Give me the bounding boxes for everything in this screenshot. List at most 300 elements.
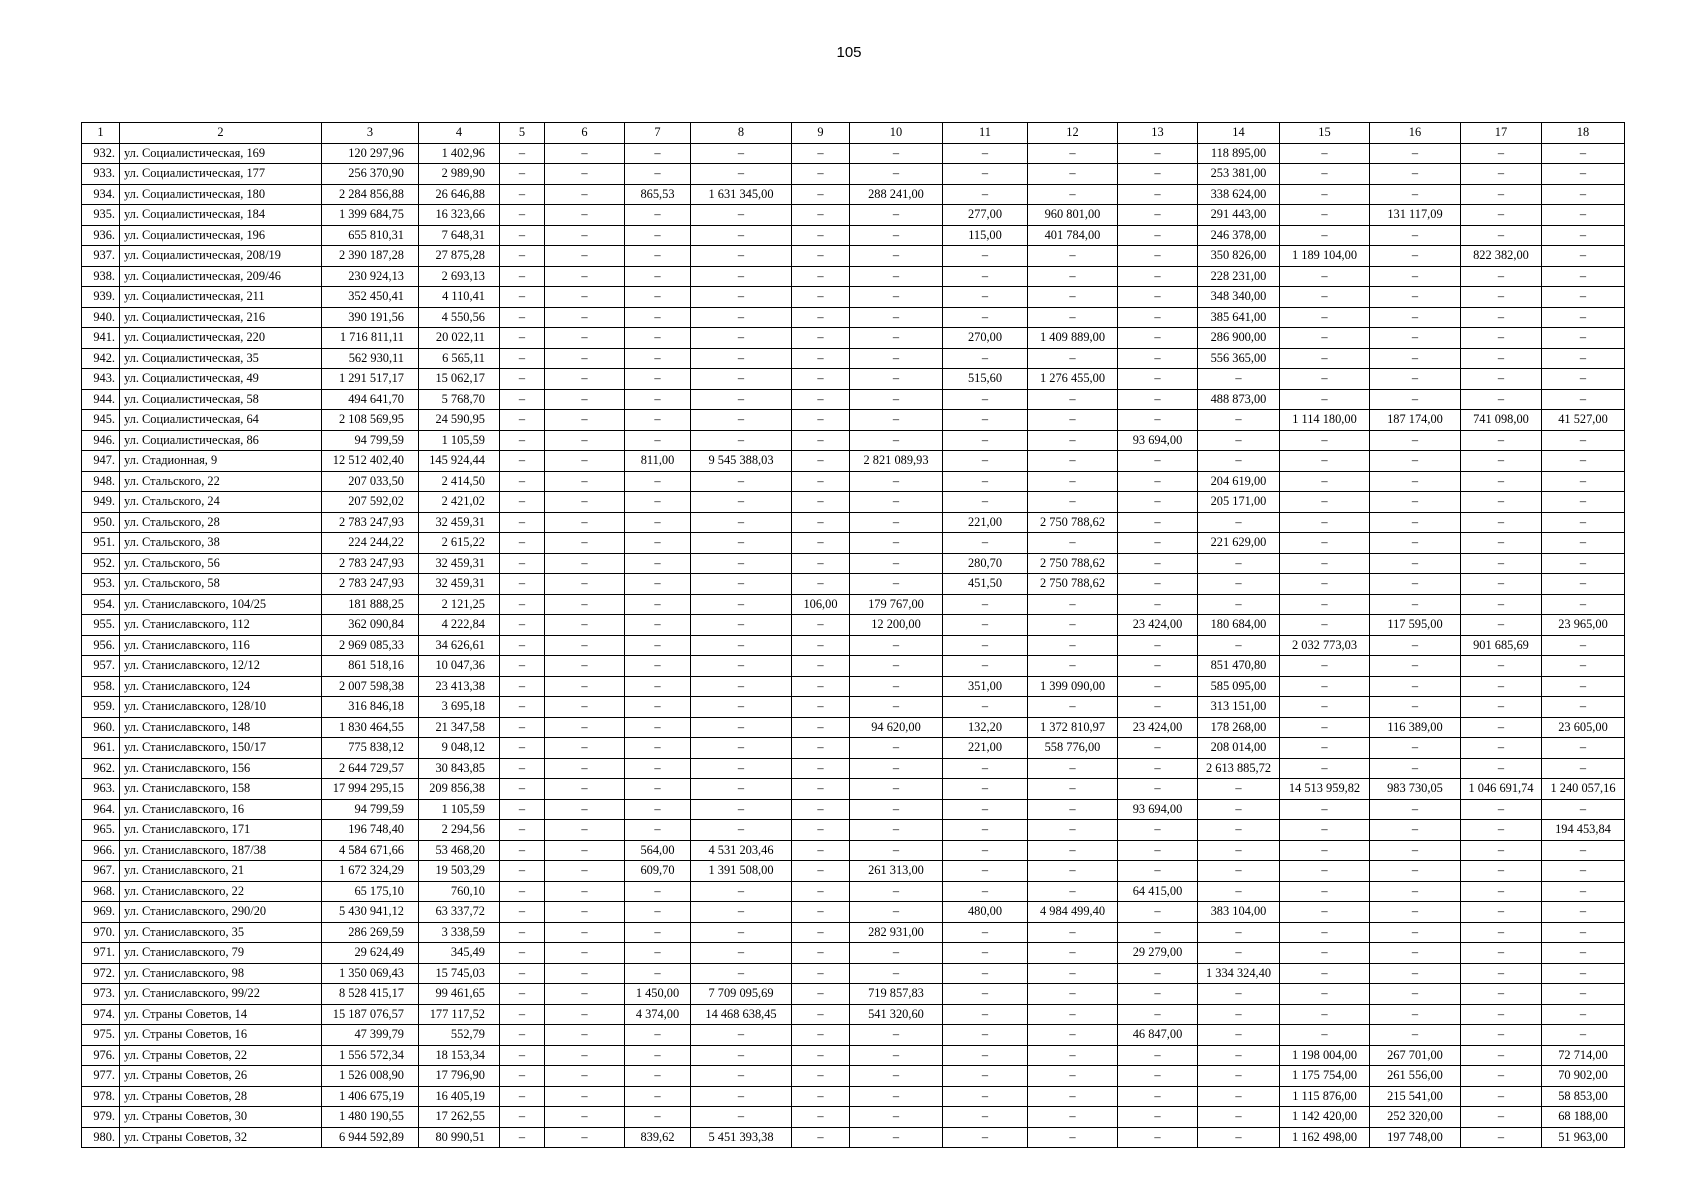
- value-cell: –: [792, 533, 850, 554]
- value-cell: –: [545, 984, 625, 1005]
- value-cell: 983 730,05: [1370, 779, 1461, 800]
- value-cell: –: [1370, 799, 1461, 820]
- value-cell: 552,79: [419, 1025, 500, 1046]
- value-cell: –: [500, 348, 545, 369]
- value-cell: 1 334 324,40: [1198, 963, 1280, 984]
- value-cell: –: [792, 717, 850, 738]
- value-cell: 252 320,00: [1370, 1107, 1461, 1128]
- value-cell: –: [545, 451, 625, 472]
- value-cell: –: [545, 840, 625, 861]
- value-cell: –: [943, 1107, 1028, 1128]
- value-cell: 34 626,61: [419, 635, 500, 656]
- value-cell: 480,00: [943, 902, 1028, 923]
- value-cell: –: [500, 1086, 545, 1107]
- value-cell: –: [1542, 881, 1625, 902]
- value-cell: –: [850, 348, 943, 369]
- value-cell: –: [850, 574, 943, 595]
- value-cell: –: [691, 1025, 792, 1046]
- value-cell: –: [943, 1086, 1028, 1107]
- value-cell: –: [691, 799, 792, 820]
- value-cell: 352 450,41: [322, 287, 419, 308]
- value-cell: 178 268,00: [1198, 717, 1280, 738]
- value-cell: 1 105,59: [419, 799, 500, 820]
- value-cell: –: [1542, 984, 1625, 1005]
- value-cell: –: [792, 205, 850, 226]
- value-cell: 2 294,56: [419, 820, 500, 841]
- value-cell: –: [792, 307, 850, 328]
- value-cell: –: [1542, 840, 1625, 861]
- value-cell: –: [1461, 574, 1542, 595]
- value-cell: –: [500, 902, 545, 923]
- value-cell: –: [792, 1086, 850, 1107]
- value-cell: –: [691, 922, 792, 943]
- value-cell: –: [1118, 410, 1198, 431]
- address-cell: ул. Страны Советов, 14: [120, 1004, 322, 1025]
- value-cell: 1 114 180,00: [1280, 410, 1370, 431]
- value-cell: 1 198 004,00: [1280, 1045, 1370, 1066]
- value-cell: –: [1461, 1004, 1542, 1025]
- row-number-cell: 980.: [82, 1127, 120, 1148]
- row-number-cell: 967.: [82, 861, 120, 882]
- value-cell: 94 620,00: [850, 717, 943, 738]
- value-cell: 47 399,79: [322, 1025, 419, 1046]
- value-cell: –: [1542, 492, 1625, 513]
- value-cell: –: [625, 574, 691, 595]
- table-row: [82, 881, 1625, 902]
- value-cell: –: [1280, 615, 1370, 636]
- value-cell: –: [545, 1025, 625, 1046]
- value-cell: –: [691, 553, 792, 574]
- value-cell: –: [500, 820, 545, 841]
- value-cell: –: [500, 492, 545, 513]
- value-cell: 277,00: [943, 205, 1028, 226]
- address-cell: ул. Станиславского, 116: [120, 635, 322, 656]
- address-cell: ул. Страны Советов, 16: [120, 1025, 322, 1046]
- table-row: [82, 287, 1625, 308]
- row-number-cell: 970.: [82, 922, 120, 943]
- value-cell: –: [625, 656, 691, 677]
- address-cell: ул. Страны Советов, 22: [120, 1045, 322, 1066]
- value-cell: –: [792, 328, 850, 349]
- value-cell: –: [1028, 861, 1118, 882]
- value-cell: –: [545, 533, 625, 554]
- value-cell: –: [850, 1066, 943, 1087]
- table-row: [82, 984, 1625, 1005]
- value-cell: 99 461,65: [419, 984, 500, 1005]
- value-cell: 362 090,84: [322, 615, 419, 636]
- value-cell: –: [500, 1066, 545, 1087]
- value-cell: –: [691, 328, 792, 349]
- value-cell: –: [1542, 697, 1625, 718]
- value-cell: 2 693,13: [419, 266, 500, 287]
- value-cell: 348 340,00: [1198, 287, 1280, 308]
- value-cell: –: [545, 164, 625, 185]
- value-cell: –: [625, 922, 691, 943]
- value-cell: 194 453,84: [1542, 820, 1625, 841]
- value-cell: 901 685,69: [1461, 635, 1542, 656]
- value-cell: –: [1370, 840, 1461, 861]
- value-cell: –: [850, 1086, 943, 1107]
- value-cell: 23 965,00: [1542, 615, 1625, 636]
- value-cell: –: [850, 697, 943, 718]
- value-cell: –: [1461, 1107, 1542, 1128]
- value-cell: –: [500, 615, 545, 636]
- value-cell: –: [1280, 471, 1370, 492]
- value-cell: –: [792, 246, 850, 267]
- value-cell: 253 381,00: [1198, 164, 1280, 185]
- value-cell: –: [1370, 389, 1461, 410]
- row-number-cell: 958.: [82, 676, 120, 697]
- table-row: [82, 1004, 1625, 1025]
- value-cell: –: [545, 1086, 625, 1107]
- value-cell: 2 644 729,57: [322, 758, 419, 779]
- value-cell: –: [943, 348, 1028, 369]
- value-cell: 2 007 598,38: [322, 676, 419, 697]
- row-number-cell: 948.: [82, 471, 120, 492]
- value-cell: –: [1118, 697, 1198, 718]
- value-cell: –: [1028, 799, 1118, 820]
- value-cell: –: [943, 1127, 1028, 1148]
- value-cell: –: [1461, 307, 1542, 328]
- value-cell: 68 188,00: [1542, 1107, 1625, 1128]
- value-cell: –: [850, 369, 943, 390]
- value-cell: –: [1280, 553, 1370, 574]
- value-cell: –: [500, 943, 545, 964]
- value-cell: 4 222,84: [419, 615, 500, 636]
- value-cell: –: [1118, 963, 1198, 984]
- value-cell: –: [1370, 184, 1461, 205]
- value-cell: –: [545, 615, 625, 636]
- table-row: [82, 922, 1625, 943]
- value-cell: –: [792, 1025, 850, 1046]
- value-cell: –: [850, 779, 943, 800]
- value-cell: –: [850, 143, 943, 164]
- value-cell: 120 297,96: [322, 143, 419, 164]
- value-cell: –: [691, 1045, 792, 1066]
- column-number-2: 2: [120, 123, 322, 144]
- value-cell: –: [1542, 287, 1625, 308]
- value-cell: –: [625, 881, 691, 902]
- value-cell: –: [545, 1045, 625, 1066]
- value-cell: –: [1370, 861, 1461, 882]
- value-cell: –: [625, 533, 691, 554]
- value-cell: –: [691, 1086, 792, 1107]
- value-cell: –: [792, 697, 850, 718]
- value-cell: –: [1370, 307, 1461, 328]
- value-cell: –: [500, 635, 545, 656]
- row-number-cell: 933.: [82, 164, 120, 185]
- value-cell: 24 590,95: [419, 410, 500, 431]
- value-cell: –: [1198, 861, 1280, 882]
- value-cell: –: [1028, 963, 1118, 984]
- value-cell: 5 768,70: [419, 389, 500, 410]
- value-cell: 46 847,00: [1118, 1025, 1198, 1046]
- value-cell: –: [625, 943, 691, 964]
- address-cell: ул. Стальского, 28: [120, 512, 322, 533]
- value-cell: –: [1370, 471, 1461, 492]
- value-cell: –: [1028, 287, 1118, 308]
- value-cell: –: [943, 697, 1028, 718]
- row-number-cell: 977.: [82, 1066, 120, 1087]
- value-cell: –: [545, 1107, 625, 1128]
- value-cell: 280,70: [943, 553, 1028, 574]
- value-cell: –: [691, 512, 792, 533]
- value-cell: –: [500, 984, 545, 1005]
- value-cell: 760,10: [419, 881, 500, 902]
- value-cell: –: [691, 287, 792, 308]
- column-number-4: 4: [419, 123, 500, 144]
- value-cell: –: [1280, 902, 1370, 923]
- table-row: [82, 410, 1625, 431]
- value-cell: –: [1280, 328, 1370, 349]
- value-cell: 16 405,19: [419, 1086, 500, 1107]
- value-cell: 23 413,38: [419, 676, 500, 697]
- value-cell: –: [1280, 881, 1370, 902]
- value-cell: 286 269,59: [322, 922, 419, 943]
- value-cell: 345,49: [419, 943, 500, 964]
- value-cell: –: [500, 1045, 545, 1066]
- address-cell: ул. Стальского, 24: [120, 492, 322, 513]
- value-cell: –: [792, 1107, 850, 1128]
- value-cell: 564,00: [625, 840, 691, 861]
- address-cell: ул. Станиславского, 171: [120, 820, 322, 841]
- row-number-cell: 940.: [82, 307, 120, 328]
- value-cell: –: [1280, 533, 1370, 554]
- value-cell: –: [1198, 1004, 1280, 1025]
- value-cell: –: [1370, 266, 1461, 287]
- value-cell: –: [850, 266, 943, 287]
- value-cell: 2 108 569,95: [322, 410, 419, 431]
- value-cell: –: [792, 984, 850, 1005]
- row-number-cell: 944.: [82, 389, 120, 410]
- value-cell: –: [792, 840, 850, 861]
- value-cell: –: [500, 1025, 545, 1046]
- row-number-cell: 939.: [82, 287, 120, 308]
- value-cell: –: [500, 1127, 545, 1148]
- value-cell: –: [1118, 1004, 1198, 1025]
- value-cell: –: [691, 943, 792, 964]
- value-cell: –: [625, 389, 691, 410]
- value-cell: –: [691, 881, 792, 902]
- value-cell: –: [943, 266, 1028, 287]
- value-cell: –: [850, 389, 943, 410]
- value-cell: –: [1118, 779, 1198, 800]
- value-cell: –: [500, 184, 545, 205]
- value-cell: –: [943, 492, 1028, 513]
- value-cell: –: [1028, 943, 1118, 964]
- value-cell: –: [1280, 287, 1370, 308]
- value-cell: –: [1198, 943, 1280, 964]
- value-cell: –: [691, 738, 792, 759]
- value-cell: –: [943, 1025, 1028, 1046]
- table-row: [82, 266, 1625, 287]
- value-cell: 2 121,25: [419, 594, 500, 615]
- value-cell: 1 291 517,17: [322, 369, 419, 390]
- value-cell: 9 545 388,03: [691, 451, 792, 472]
- value-cell: 2 615,22: [419, 533, 500, 554]
- value-cell: –: [500, 287, 545, 308]
- value-cell: 23 424,00: [1118, 615, 1198, 636]
- table-row: [82, 615, 1625, 636]
- value-cell: 72 714,00: [1542, 1045, 1625, 1066]
- value-cell: 131 117,09: [1370, 205, 1461, 226]
- row-number-cell: 951.: [82, 533, 120, 554]
- column-number-5: 5: [500, 123, 545, 144]
- value-cell: –: [1280, 348, 1370, 369]
- value-cell: 822 382,00: [1461, 246, 1542, 267]
- value-cell: –: [1542, 246, 1625, 267]
- value-cell: 230 924,13: [322, 266, 419, 287]
- value-cell: –: [1118, 676, 1198, 697]
- value-cell: –: [1461, 697, 1542, 718]
- value-cell: –: [500, 164, 545, 185]
- value-cell: –: [1028, 1004, 1118, 1025]
- value-cell: –: [500, 758, 545, 779]
- value-cell: –: [691, 533, 792, 554]
- value-cell: –: [500, 779, 545, 800]
- value-cell: 116 389,00: [1370, 717, 1461, 738]
- column-number-1: 1: [82, 123, 120, 144]
- value-cell: 1 350 069,43: [322, 963, 419, 984]
- value-cell: –: [850, 1045, 943, 1066]
- value-cell: –: [691, 779, 792, 800]
- value-cell: –: [792, 799, 850, 820]
- value-cell: –: [1028, 451, 1118, 472]
- value-cell: –: [792, 471, 850, 492]
- value-cell: –: [625, 348, 691, 369]
- value-cell: –: [1461, 348, 1542, 369]
- value-cell: –: [1461, 389, 1542, 410]
- value-cell: –: [850, 164, 943, 185]
- value-cell: –: [850, 225, 943, 246]
- value-cell: –: [691, 471, 792, 492]
- value-cell: –: [1198, 1107, 1280, 1128]
- table-row: [82, 635, 1625, 656]
- value-cell: 26 646,88: [419, 184, 500, 205]
- value-cell: –: [1118, 1127, 1198, 1148]
- value-cell: 1 402,96: [419, 143, 500, 164]
- value-cell: –: [1370, 328, 1461, 349]
- value-cell: –: [1280, 820, 1370, 841]
- value-cell: –: [850, 738, 943, 759]
- column-number-7: 7: [625, 123, 691, 144]
- value-cell: –: [1028, 471, 1118, 492]
- value-cell: 2 783 247,93: [322, 512, 419, 533]
- value-cell: –: [792, 574, 850, 595]
- column-number-3: 3: [322, 123, 419, 144]
- value-cell: –: [792, 164, 850, 185]
- value-cell: 207 033,50: [322, 471, 419, 492]
- value-cell: –: [1370, 553, 1461, 574]
- value-cell: 15 187 076,57: [322, 1004, 419, 1025]
- value-cell: 12 512 402,40: [322, 451, 419, 472]
- value-cell: –: [850, 492, 943, 513]
- value-cell: –: [1118, 492, 1198, 513]
- table-row: [82, 840, 1625, 861]
- value-cell: –: [691, 902, 792, 923]
- value-cell: –: [500, 861, 545, 882]
- address-cell: ул. Социалистическая, 64: [120, 410, 322, 431]
- value-cell: 3 695,18: [419, 697, 500, 718]
- table-row: [82, 758, 1625, 779]
- row-number-cell: 934.: [82, 184, 120, 205]
- value-cell: 2 783 247,93: [322, 553, 419, 574]
- value-cell: –: [500, 922, 545, 943]
- value-cell: –: [625, 615, 691, 636]
- value-cell: –: [792, 1045, 850, 1066]
- value-cell: –: [625, 779, 691, 800]
- value-cell: 51 963,00: [1542, 1127, 1625, 1148]
- value-cell: –: [1118, 348, 1198, 369]
- value-cell: 118 895,00: [1198, 143, 1280, 164]
- value-cell: 14 468 638,45: [691, 1004, 792, 1025]
- value-cell: 1 391 508,00: [691, 861, 792, 882]
- value-cell: 1 830 464,55: [322, 717, 419, 738]
- value-cell: –: [1028, 1025, 1118, 1046]
- value-cell: –: [691, 963, 792, 984]
- value-cell: 851 470,80: [1198, 656, 1280, 677]
- address-cell: ул. Социалистическая, 209/46: [120, 266, 322, 287]
- value-cell: 27 875,28: [419, 246, 500, 267]
- value-cell: –: [1198, 410, 1280, 431]
- row-number-cell: 966.: [82, 840, 120, 861]
- value-cell: –: [1461, 963, 1542, 984]
- column-number-11: 11: [943, 123, 1028, 144]
- value-cell: –: [691, 143, 792, 164]
- address-cell: ул. Социалистическая, 49: [120, 369, 322, 390]
- value-cell: 58 853,00: [1542, 1086, 1625, 1107]
- value-cell: –: [1198, 779, 1280, 800]
- value-cell: –: [1370, 451, 1461, 472]
- value-cell: 15 062,17: [419, 369, 500, 390]
- value-cell: 488 873,00: [1198, 389, 1280, 410]
- value-cell: 63 337,72: [419, 902, 500, 923]
- value-cell: –: [500, 738, 545, 759]
- value-cell: –: [691, 656, 792, 677]
- value-cell: –: [943, 820, 1028, 841]
- value-cell: 811,00: [625, 451, 691, 472]
- row-number-cell: 964.: [82, 799, 120, 820]
- value-cell: –: [850, 246, 943, 267]
- value-cell: 3 338,59: [419, 922, 500, 943]
- row-number-cell: 974.: [82, 1004, 120, 1025]
- value-cell: –: [1461, 287, 1542, 308]
- value-cell: –: [625, 594, 691, 615]
- value-cell: –: [545, 430, 625, 451]
- column-number-9: 9: [792, 123, 850, 144]
- value-cell: –: [1461, 553, 1542, 574]
- value-cell: 2 421,02: [419, 492, 500, 513]
- address-cell: ул. Страны Советов, 26: [120, 1066, 322, 1087]
- value-cell: –: [545, 1066, 625, 1087]
- value-cell: –: [500, 697, 545, 718]
- value-cell: 1 406 675,19: [322, 1086, 419, 1107]
- value-cell: –: [500, 533, 545, 554]
- value-cell: 20 022,11: [419, 328, 500, 349]
- value-cell: –: [943, 615, 1028, 636]
- value-cell: –: [1198, 799, 1280, 820]
- value-cell: –: [1118, 143, 1198, 164]
- address-cell: ул. Станиславского, 290/20: [120, 902, 322, 923]
- value-cell: –: [943, 799, 1028, 820]
- value-cell: –: [625, 697, 691, 718]
- value-cell: –: [1461, 533, 1542, 554]
- value-cell: –: [1028, 143, 1118, 164]
- value-cell: –: [1028, 697, 1118, 718]
- row-number-cell: 962.: [82, 758, 120, 779]
- value-cell: –: [1280, 430, 1370, 451]
- address-cell: ул. Стадионная, 9: [120, 451, 322, 472]
